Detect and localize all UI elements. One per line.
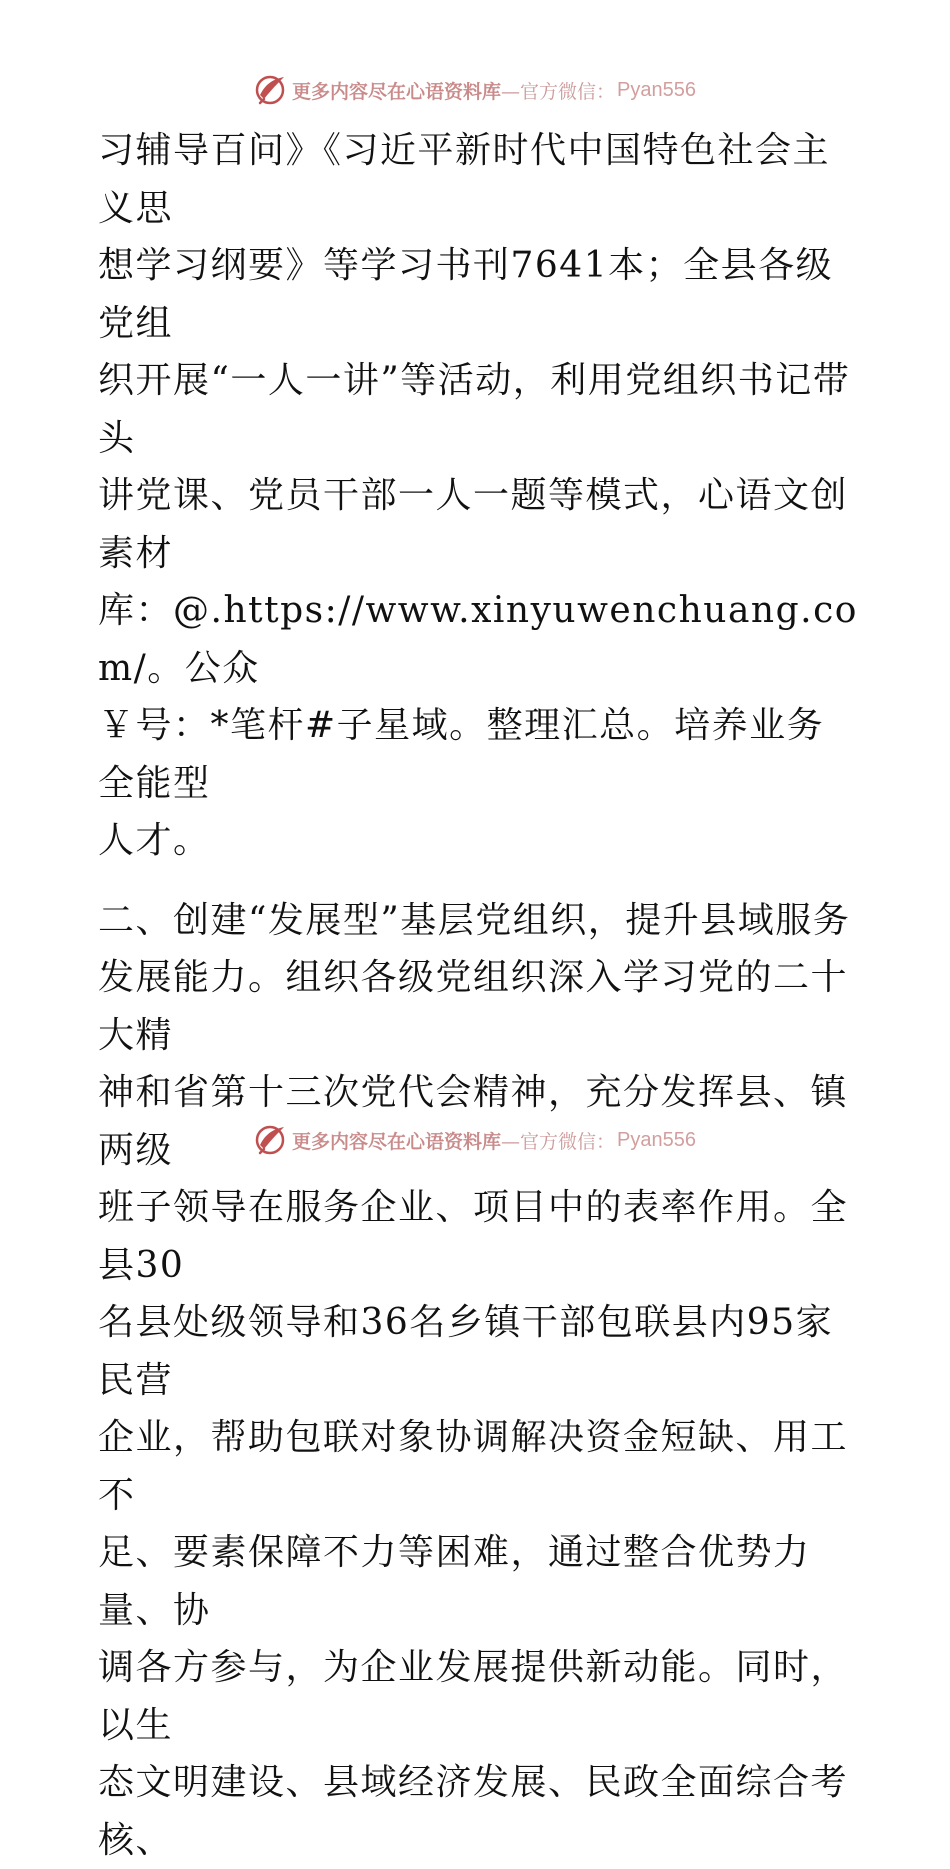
banner-main-text: 更多内容尽在心语资料库 bbox=[292, 80, 502, 103]
body-line: ￥号：*笔杆#子星域。整理汇总。培养业务全能型 bbox=[98, 705, 825, 804]
body-line: 织开展“一人一讲”等活动，利用党组织书记带头 bbox=[98, 360, 851, 459]
banner-wechat-id: Pyan556 bbox=[617, 1128, 696, 1151]
banner-sub-text: —官方微信： bbox=[501, 80, 616, 103]
body-line: 神和省第十三次党代会精神，充分发挥县、镇两级 bbox=[98, 1072, 849, 1171]
header-banner bbox=[0, 70, 950, 110]
body-line: 调各方参与，为企业发展提供新动能。同时，以生 bbox=[98, 1647, 849, 1746]
body-line: 习辅导百问》《习近平新时代中国特色社会主义思 bbox=[98, 130, 831, 229]
banner-wechat-id: Pyan556 bbox=[617, 78, 696, 101]
body-line: 班子领导在服务企业、项目中的表率作用。全县30 bbox=[98, 1187, 849, 1286]
body-line: 讲党课、党员干部一人一题等模式，心语文创素材 bbox=[98, 475, 849, 574]
body-line: 人才。 bbox=[98, 820, 211, 861]
body-line: 态文明建设、县域经济发展、民政全面综合考核、 bbox=[98, 1762, 849, 1861]
body-text bbox=[98, 122, 858, 1869]
banner-sub-text: —官方微信： bbox=[501, 1130, 616, 1153]
body-line: 足、要素保障不力等困难，通过整合优势力量、协 bbox=[98, 1532, 811, 1631]
body-line: 名县处级领导和36名乡镇干部包联县内95家民营 bbox=[98, 1302, 834, 1401]
body-line: 发展能力。组织各级党组织深入学习党的二十大精 bbox=[98, 957, 849, 1056]
pen-logo-icon bbox=[254, 73, 288, 107]
section-heading-line: 二、创建“发展型”基层党组织，提升县域服务 bbox=[98, 899, 851, 941]
body-line: 想学习纲要》等学习书刊7641本；全县各级党组 bbox=[98, 245, 834, 344]
pen-logo-icon bbox=[254, 1123, 288, 1157]
body-line: 库：@.https://www.xinyuwenchuang.com/。公众 bbox=[98, 590, 858, 689]
body-line: 企业，帮助包联对象协调解决资金短缺、用工不 bbox=[98, 1417, 849, 1516]
footer-banner bbox=[0, 1120, 950, 1160]
banner-main-text: 更多内容尽在心语资料库 bbox=[292, 1130, 502, 1153]
